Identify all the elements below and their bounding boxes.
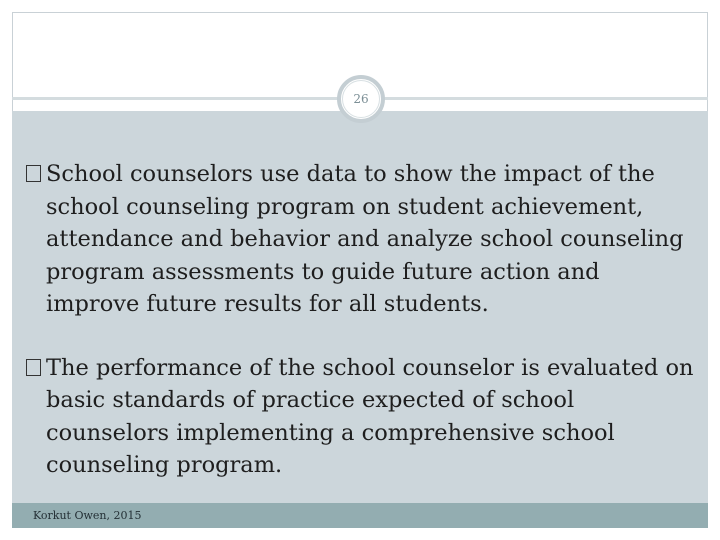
- bullet-marker-icon: [26, 165, 41, 182]
- bullet-marker-icon: [26, 359, 41, 376]
- bullet-item: [26, 158, 696, 321]
- footer-citation: Korkut Owen, 2015: [33, 509, 142, 522]
- bullet-item: [26, 352, 696, 482]
- bullet-list: [26, 158, 696, 513]
- bullet-text: The performance of the school counselor is evaluated on basic standards of practice expected of school counselors implementing a comprehensive school counseling program.: [46, 354, 694, 478]
- page-number: 26: [353, 92, 369, 106]
- page-number-badge: [337, 75, 385, 123]
- bullet-text: School counselors use data to show the impact of the school counseling program on student achievement, attendance and behavior and analyze school counseling program assessments to guide future action and improve future results for all students.: [46, 161, 684, 317]
- header-rule-left: [12, 97, 340, 100]
- header-rule-right: [382, 97, 708, 100]
